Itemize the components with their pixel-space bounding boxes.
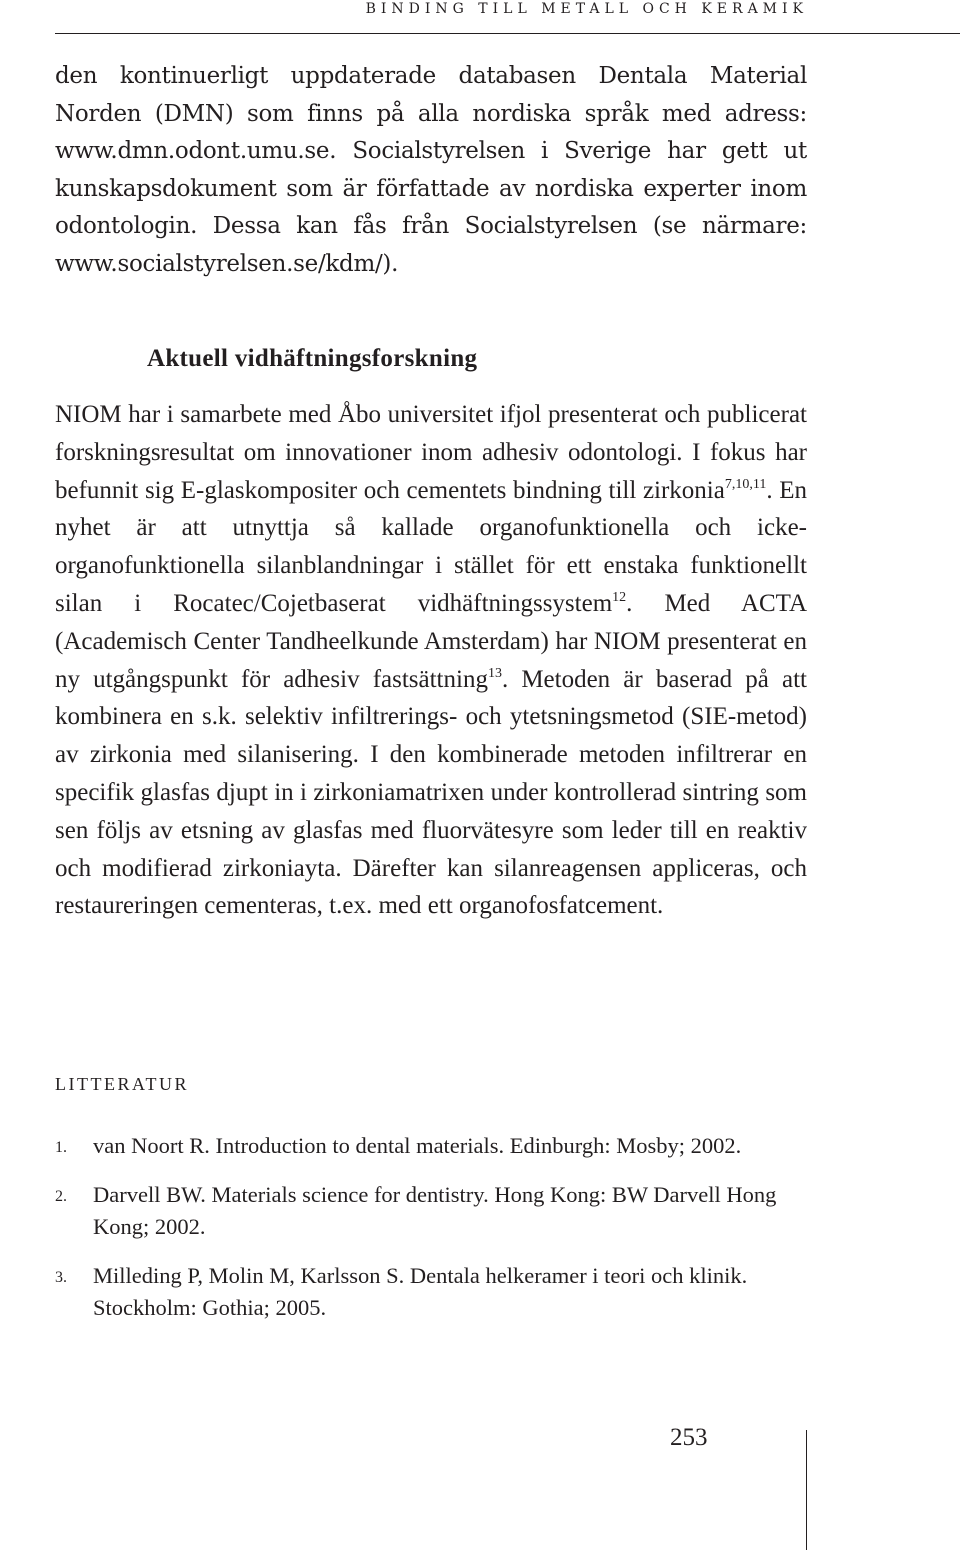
reference-item [55, 1130, 815, 1163]
reference-number: 1. [55, 1139, 67, 1156]
intro-paragraph: den kontinuerligt uppdaterade databasen Dentala Material Norden (DMN) som finns på alla nordiska språk med adress: www.dmn.odont.umu.se. Socialstyrelsen i Sverige har gett ut kunskapsdokument som är författade av nordiska experter inom odontologin. Dessa kan fås från Socialstyrelsen (se närmare: www.socialstyrelsen.se/kdm/). [55, 63, 807, 277]
body-text-part-1: NIOM har i samarbete med Åbo universitet ifjol presenterat och publicerat forskningsresultat om innovationer inom adhesiv odontologi. I fokus har befunnit sig E-glaskompositer och cementets bindning till zirkonia [55, 401, 807, 504]
page-number-rule [806, 1430, 807, 1550]
running-header: BINDING TILL METALL OCH KERAMIK [365, 1, 808, 17]
literature-heading: LITTERATUR [55, 1074, 189, 1094]
body-text-part-2: . En nyhet är att utnyttja så kallade organofunktionella och icke-organofunktionella silanblandningar i stället för ett enstaka funktionellt silan i Rocatec/Cojetbaserat vidhäftningssystem [55, 476, 807, 617]
reference-number: 3. [55, 1268, 67, 1286]
reference-item [55, 1179, 815, 1244]
section-title: Aktuell vidhäftningsforskning [147, 345, 478, 372]
page-number: 253 [670, 1424, 708, 1451]
reference-list [55, 1130, 815, 1341]
reference-text: van Noort R. Introduction to dental materials. Edinburgh: Mosby; 2002. [93, 1133, 742, 1158]
reference-text: Darvell BW. Materials science for dentistry. Hong Kong: BW Darvell Hong Kong; 2002. [93, 1181, 777, 1239]
citation-superscript-1: 7,10,11 [724, 476, 767, 492]
body-text-part-4: . Metoden är baserad på att kombinera en s.k. selektiv infiltrerings- och ytetsningsmetod (SIE-metod) av zirkonia med silanisering. I den kombinerade metoden infiltrerar en specifik glasfas djupt in i zirkoniamatrixen under kontrollerad sintring som sen följs av etsning av glasfas med fluorvätesyre som leder till en reaktiv och modifierad zirkoniayta. Därefter kan silanreagensen appliceras, och restaureringen cementeras, t.ex. med ett organofosfatcement. [55, 665, 807, 920]
citation-superscript-3: 13 [487, 665, 502, 681]
body-paragraph [55, 396, 807, 925]
reference-text: Milleding P, Molin M, Karlsson S. Dentala helkeramer i teori och klinik. Stockholm: Gothia; 2005. [93, 1262, 748, 1320]
reference-item [55, 1260, 815, 1325]
header-rule [55, 33, 960, 34]
reference-number: 2. [55, 1187, 67, 1205]
body-text-part-3: . Med ACTA (Academisch Center Tandheelkunde Amsterdam) har NIOM presenterat en ny utgångspunkt för adhesiv fastsättning [55, 589, 808, 693]
citation-superscript-2: 12 [612, 589, 627, 605]
